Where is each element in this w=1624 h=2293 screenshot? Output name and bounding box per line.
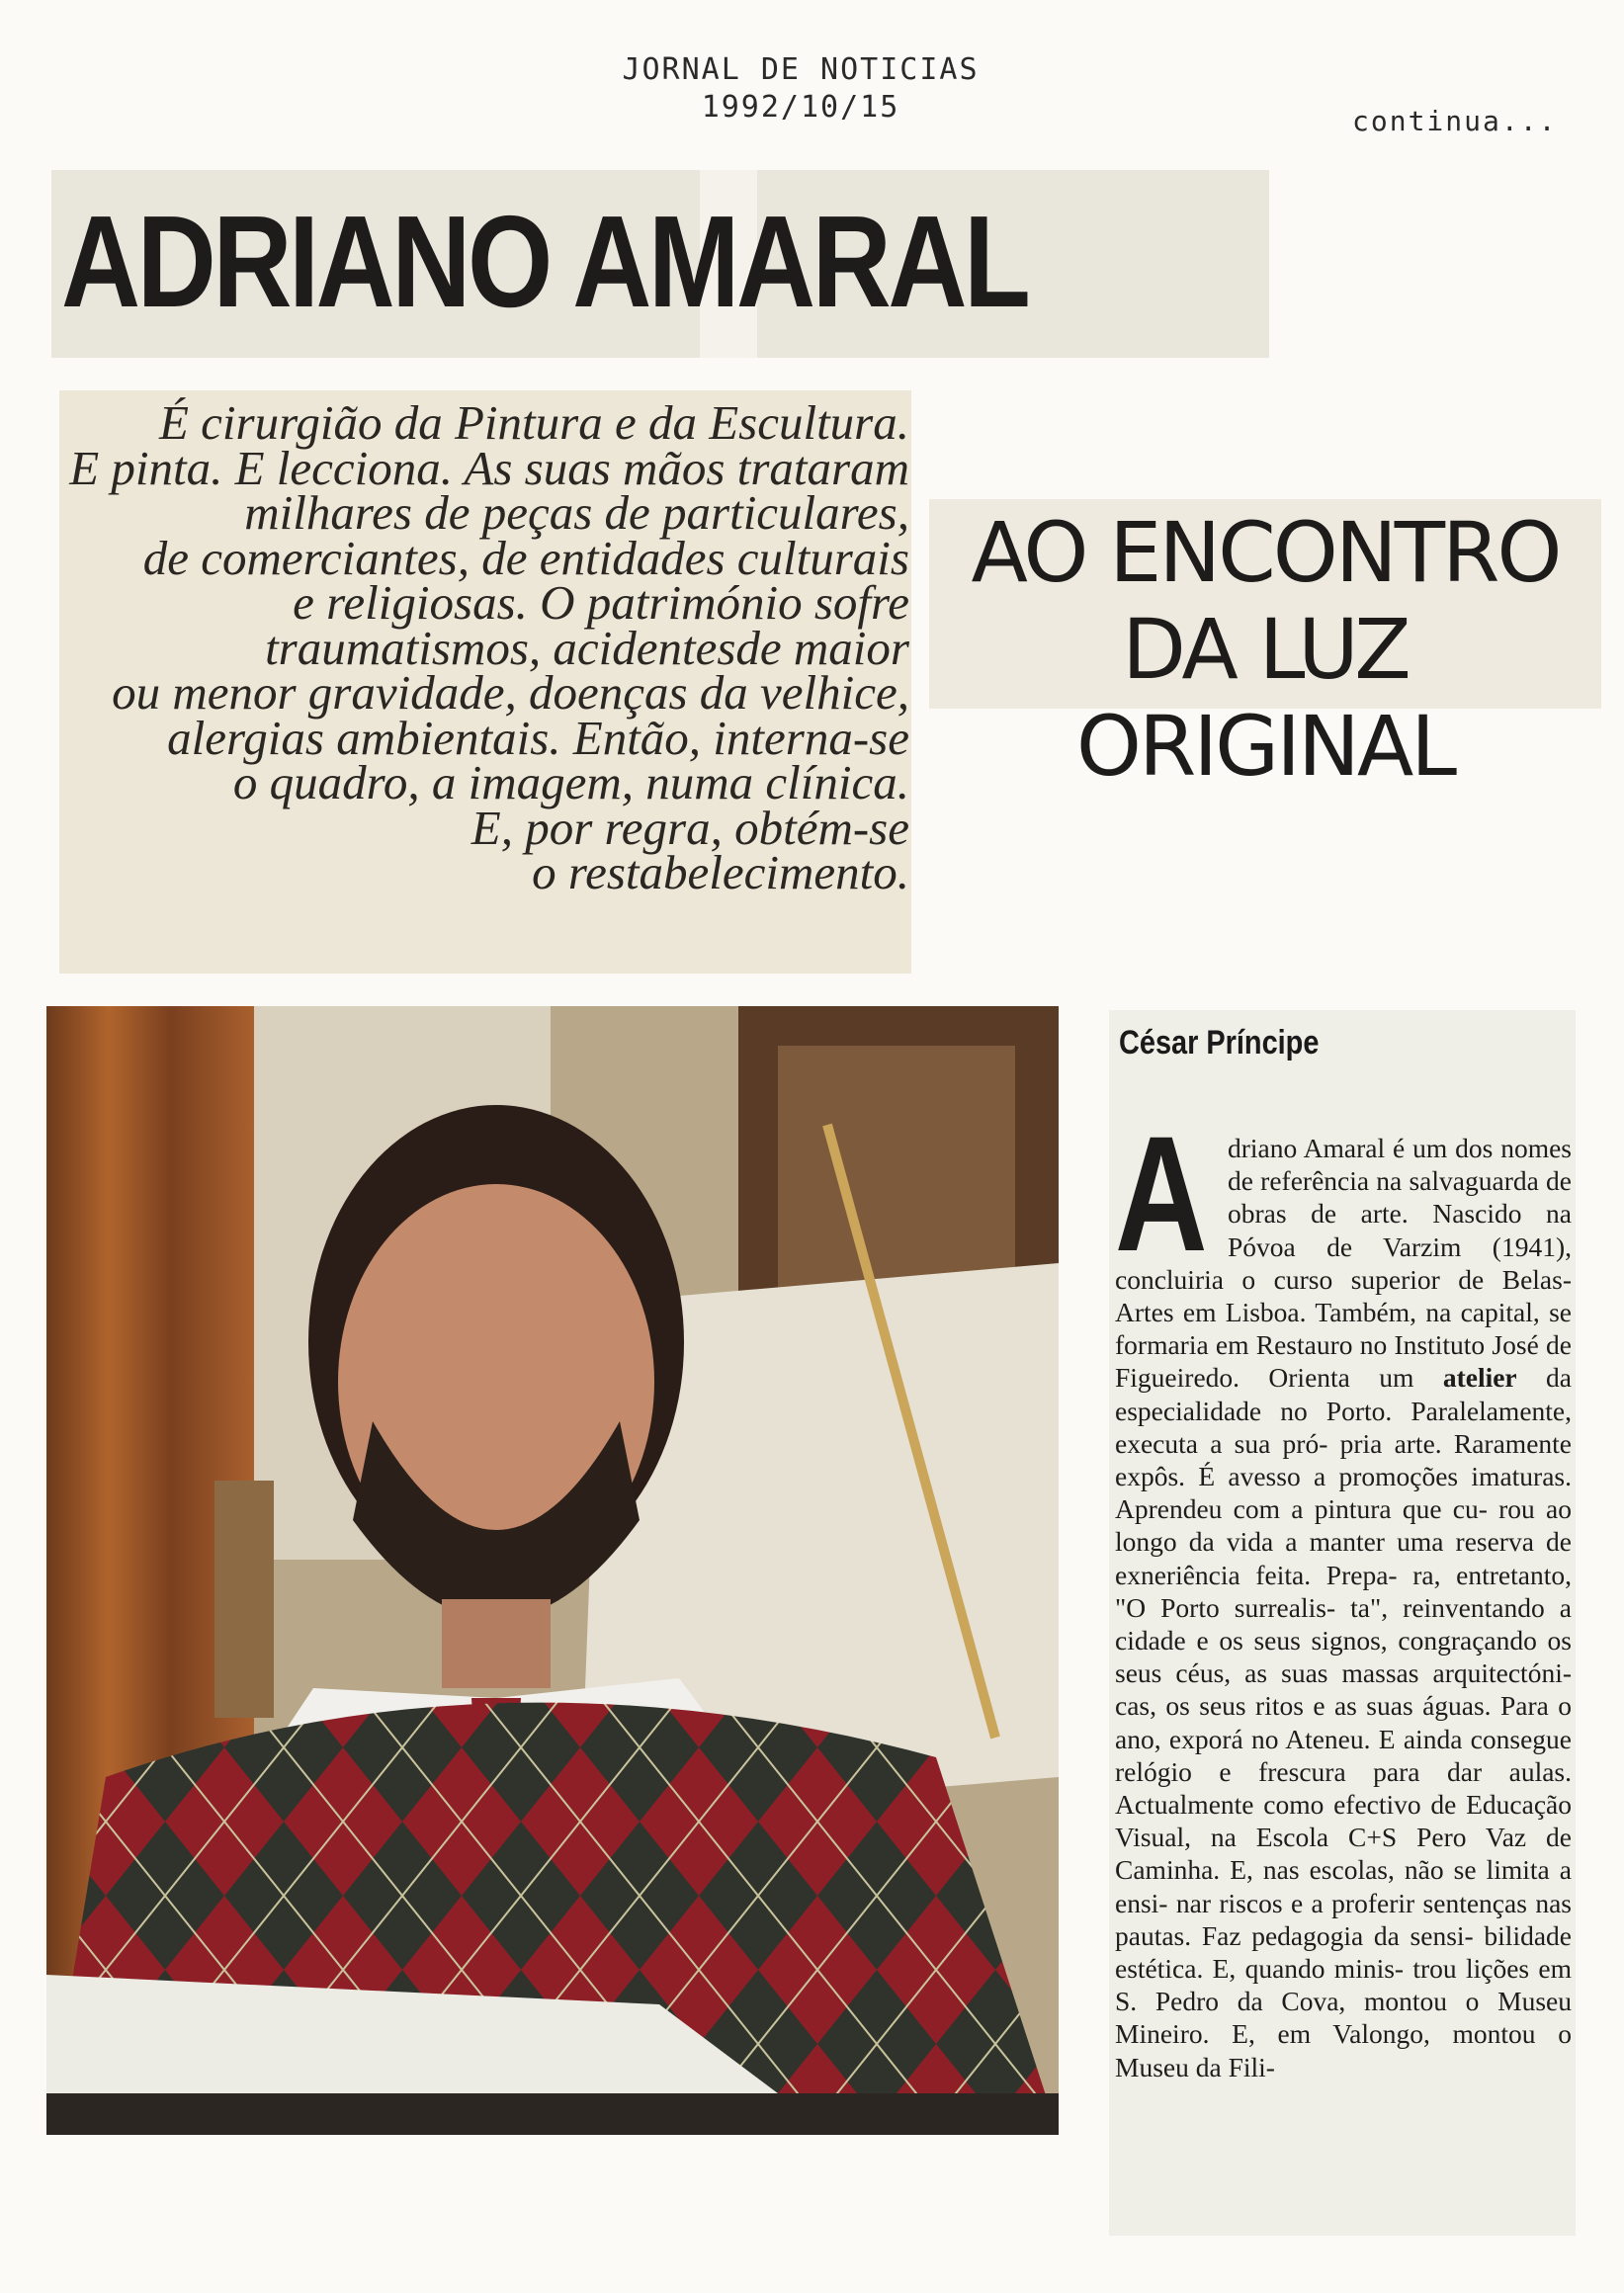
lede-line: alergias ambientais. Então, interna-se [167,710,909,765]
lede-line: ou menor gravidade, doenças da velhice, [112,665,909,720]
subtitle-line: DA LUZ ORIGINAL [1075,601,1455,795]
newspaper-name: JORNAL DE NOTICIAS [622,52,980,87]
article-emphasis: atelier [1442,1362,1517,1394]
lede-paragraph [69,395,909,899]
drop-cap: A [1115,1103,1208,1286]
lede-line: o quadro, a imagem, numa clínica. [232,755,909,809]
portrait-photo [46,1006,1059,2135]
lede-line: traumatismos, acidentesde maior [265,620,909,675]
continued-note: continua... [1352,105,1558,137]
lede-line: e religiosas. O património sofre [293,575,909,630]
subtitle [929,504,1601,795]
lede-line: E pinta. E lecciona. As suas mãos trataram [69,440,909,495]
portrait-illustration [46,1006,1059,2135]
masthead [554,51,1048,127]
subtitle-line: AO ENCONTRO [971,504,1560,601]
lede-line: de comerciantes, de entidades culturais [142,530,909,585]
publication-date: 1992/10/15 [701,90,900,125]
lede-line: o restabelecimento. [532,845,909,899]
lede-line: E, por regra, obtém-se [470,800,909,855]
lede-line: milhares de peças de particulares, [244,485,909,540]
article-text: driano Amaral é um dos nomes de referência na salvaguarda de obras de arte. Nascido na Póvoa de Varzim (1941), concluiria o curso superior de Belas-Artes em Lisboa. Também, na capital, se formaria em Restauro no Instituto José de Figueiredo. Orienta um [1115,1133,1572,1394]
article-body [1115,1103,1572,2083]
article-text-continued: da especialidade no Porto. Paralelamente, executa a sua pró- pria arte. Raramente expôs. É avesso a promoções imaturas. Aprendeu com a pintura que cu- rou ao longo da vida a manter uma reserva de exneriência feita. Prepa- ra, entretanto, "O Porto surrealis- ta", reinventando a cidade e os seus signos, congraçando os seus céus, as suas massas arquitectóni- cas, os seus ritos e as suas águas. Para o ano, exporá no Ateneu. E ainda consegue relógio e frescura para dar aulas. Actualmente como efectivo de Educação Visual, na Escola C+S Pero Vaz de Caminha. E, nas escolas, não se limita a ensi- nar riscos e a proferir sentenças nas pautas. Faz pedagogia da sensi- bilidade estética. E, quando minis- trou lições em S. Pedro da Cova, montou o Museu Mineiro. E, em Valongo, montou o Museu da Fili- [1115,1362,1572,2082]
headline: ADRIANO AMARAL [61,189,1028,334]
lede-line: É cirurgião da Pintura e da Escultura. [159,395,909,450]
byline: César Príncipe [1119,1024,1320,1062]
